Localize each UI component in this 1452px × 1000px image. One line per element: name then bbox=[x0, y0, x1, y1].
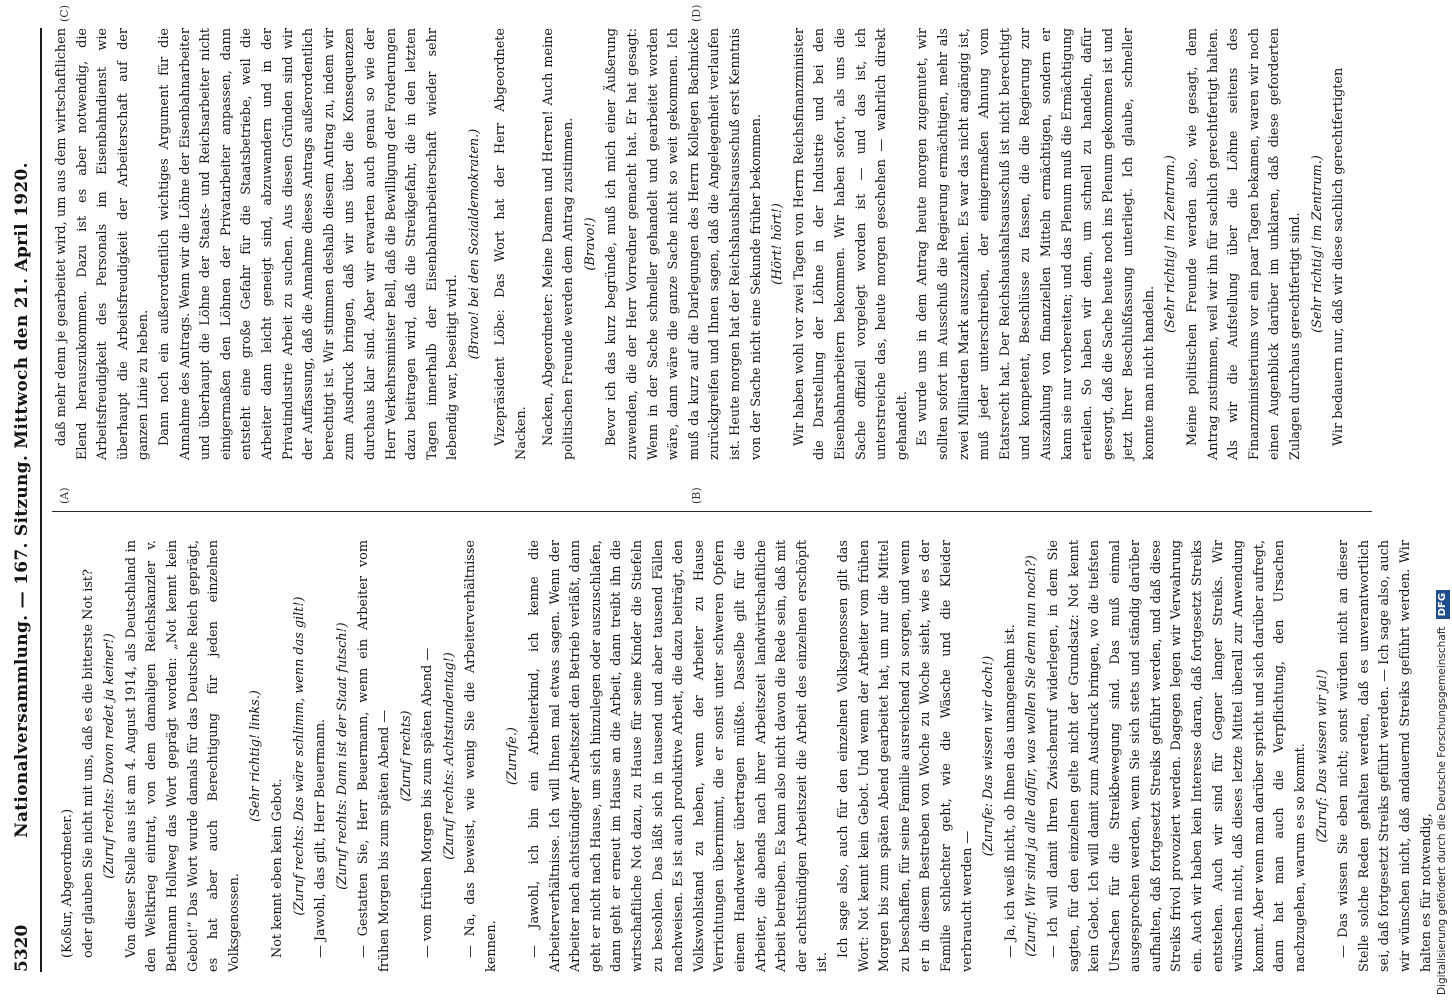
paragraph: — Gestatten Sie, Herr Beuermann, wenn ein Arbeiter vom frühen Morgen bis zum späten Abend — bbox=[356, 540, 392, 972]
interjection: (Zuruf rechts: Achtstundentag!) bbox=[441, 652, 457, 860]
paragraph: Bevor ich das kurz begründe, muß ich mich einer Äußerung zuwenden, die der Herr Vorredner gemacht hat. Er hat gesagt: Wenn in der Sache schneller gehandelt und gearbeitet worden wäre, dann wäre die ganze Sache nicht so weit gekommen. Ich muß da kurz auf die Darlegungen des Herrn Kollegen Bachnicke zurückgreifen und Ihnen sagen, daß die Angelegenheit verlaufen ist. Heute morgen hat der Reichshaushaltsausschuß erst Kenntnis von der Sache nicht eine Sekunde früher bekommen. bbox=[604, 28, 764, 460]
interjection: (Zuruf rechts) bbox=[398, 710, 414, 802]
interjection: (Zuruf: Das wissen wir ja!) bbox=[1314, 669, 1330, 843]
interjection: (Zuruf rechts: Dann ist der Staat futsch!) bbox=[334, 622, 350, 890]
paragraph: — Das wissen Sie eben nicht; sonst würden nicht an dieser Stelle solche Reden gehalten werden, daß es unverantwortlich sei, daß fortgesetzt Streiks geführt werden. — Ich sage also, auch wir wünschen nicht, daß andauernd Streiks geführt werden. Wir halten es für notwendig, bbox=[1336, 540, 1434, 972]
interjection: (Hört! hört!) bbox=[770, 203, 786, 285]
paragraph: — Na, das beweist, wie wenig Sie die Arbeiterverhältnisse kennen. bbox=[463, 540, 499, 972]
margin-marker-d: (D) bbox=[690, 4, 703, 22]
interjection: (Sehr richtig! im Zentrum.) bbox=[1163, 155, 1179, 333]
paragraph: — Jawohl, ich bin ein Arbeiterkind, ich kenne die Arbeiterverhältnisse. Ich will Ihnen mal etwas sagen. Wenn der Arbeiter nach achtstündiger Arbeitszeit den Betrieb verläßt, dann geht er nicht nach Hause, um sich hinzulegen oder auszuschlafen, dann geht er erneut im Hause an die Arbeit, dann treibt ihn die wirtschaftliche Not dazu, zu Hause für seine Kinder die Stiefeln zu besohlen. Das läßt sich in tausend und aber tausend Fällen nachweisen. Es ist auch produktive Arbeit, die dazu beiträgt, den Volkswohlstand zu heben, wenn der Arbeiter zu Hause Verrichtungen übernimmt, die er sonst unter schweren Opfern einem Handwerker übertragen müßte. Dasselbe gilt für die Arbeiter, die abends nach ihrer Arbeitszeit landwirtschaftliche Arbeit betreiben. Es kann also nicht davon die Rede sein, daß mit der achtstündigen Arbeitszeit die Arbeit des einzelnen erschöpft ist. bbox=[527, 540, 831, 972]
interjection: (Sehr richtig! links.) bbox=[248, 690, 264, 822]
page-title: Nationalversammlung. — 167. Sitzung. Mittwoch den 21. April 1920. bbox=[12, 162, 32, 838]
paragraph: — Jawohl, das gilt, Herr Beuermann. bbox=[313, 718, 329, 958]
paragraph: Not kennt eben kein Gebot. bbox=[269, 778, 285, 958]
paragraph: Es wurde uns in dem Antrag heute morgen zugemutet, wir sollten sofort im Ausschuß die Regierung ermächtigen, mehr als zwei Milliarden Mark auszuzahlen. Es war das nicht angängig ist, muß jeder unterschreiben, der einigermaßen Ahnung vom Etatsrecht hat. Der Reichshaushaltsausschuß ist nicht berechtigt und kompetent, Beschlüsse zu fassen, die die Regierung zur Auszahlung von finanziellen Mitteln ermächtigen, sondern er kann sie nur vorbereiten; und das Plenum muß die Ermächtigung erteilen. So haben wir denn, um schnell zu handeln, dafür gesorgt, daß die Sache heute noch ins Plenum gekommen ist und jetzt Ihrer Beschlußfassung unterliegt. Ich glaube, schneller konnte man nicht handeln. bbox=[915, 28, 1157, 460]
margin-marker-c: (C) bbox=[58, 5, 71, 22]
paragraph: — Ja, ich weiß nicht, ob Ihnen das unangenehm ist. bbox=[1002, 624, 1018, 958]
paragraph: Meine politischen Freunde werden also, wie gesagt, dem Antrag zustimmen, weil wir ihn für sachlich gerechtfertigt halten. Als wir die Aufstellung über die Löhne seitens des Finanzministeriums vor ein paar Tagen bekamen, waren wir noch einen Augenblick darüber im unklaren, daß diese geforderten Zulagen durchaus gerechtfertigt sind. bbox=[1185, 28, 1304, 460]
interjection: (Bravo!) bbox=[582, 217, 598, 271]
page-header bbox=[10, 28, 42, 972]
interjection: (Zuruf rechts: Das wäre schlimm, wenn das gilt!) bbox=[291, 596, 307, 916]
column-divider bbox=[52, 511, 1372, 512]
speaker-line: Vizepräsident Löbe: Das Wort hat der Herr Abgeordnete Nacken. bbox=[493, 28, 530, 460]
right-column bbox=[52, 28, 1382, 460]
left-column bbox=[52, 540, 1434, 972]
interjection: (Zurufe.) bbox=[505, 727, 521, 785]
digitization-note bbox=[1410, 10, 1448, 995]
paragraph: Ich sage also, auch für den einzelnen Volksgenossen gilt das Wort: Not kennt kein Gebot. Und wenn der Arbeiter vom frühen Morgen bis zum späten Abend gearbeitet hat, um nur die Mittel zu beschaffen, für seine Familie ausreichend zu sorgen, und wenn er in diesem Bestreben von Woche zu Woche sieht, wie es der Familie schlechter geht, wie die Wäsche und die Kleider verbraucht werden — bbox=[835, 540, 975, 972]
margin-marker-b: (B) bbox=[690, 487, 703, 504]
paragraph: Wir haben wohl vor zwei Tagen von Herrn Reichsfinanzminister die Darstellung der Löhne in der Industrie und bei den Eisenbahnarbeitern bekommen. Wir haben sofort, als uns die Sache offiziell vorgelegt worden ist — und das ist, ich unterstreiche das, heute morgen geschehen — wahrlich direkt gehandelt. bbox=[791, 28, 910, 460]
paragraph: daß mehr denn je gearbeitet wird, um aus dem wirtschaftlichen Elend herauszukommen. Dazu ist es aber notwendig, die Arbeitsfreudigkeit des Personals im Eisenbahndienst wie überhaupt die Arbeitsfreudigkeit der Arbeiterschaft auf der ganzen Linie zu heben. bbox=[54, 28, 152, 460]
paragraph: — Ich will damit Ihren Zwischenruf widerlegen, in dem Sie sagten, für den einzelnen gelte nicht der Grundsatz: Not kennt kein Gebot. Ich will damit zum Ausdruck bringen, wo die tiefsten Ursachen für die Streikbewegung sind. Das muß einmal ausgesprochen werden, wenn Sie sich stets und ständig darüber aufhalten, daß fortgesetzt Streiks geführt werden, und daß diese Streiks frivol provoziert werden. Dagegen legen wir Verwahrung ein. Auch wir haben kein Interesse daran, daß fortgesetzt Streiks entstehen. Auch wir sind für Gegner langer Streiks. Wir wünschen nicht, daß dieses letzte Mittel überall zur Anwendung kommt. Aber wenn man darüber spricht und sich darüber aufregt, dann hat man auch die Verpflichtung, den Ursachen nachzugehen, warum es so kommt. bbox=[1045, 540, 1309, 972]
margin-marker-a: (A) bbox=[58, 487, 71, 504]
interjection: (Sehr richtig! im Zentrum.) bbox=[1309, 155, 1325, 333]
paragraph: Dann noch ein außerordentlich wichtiges Argument für die Annahme des Antrags. Wenn wir die Löhne der Eisenbahnarbeiter und überhaupt die Löhne der Staats- und Reichsarbeiter nicht einigermaßen den Löhnen der Privatarbeiter anpassen, dann entsteht eine große Gefahr für die Staatsbetriebe, weil die Arbeiter dann leicht geneigt sind, abzuwandern und in der Privatindustrie Arbeit zu suchen. Aus diesen Gründen sind wir der Auffassung, daß die Annahme dieses Antrags außerordentlich berechtigt ist. Wir stimmen deshalb diesem Antrag zu, indem wir zum Ausdruck bringen, daß wir uns über die Konsequenzen durchaus klar sind. Aber wir erwarten auch genau so wie der Herr Verkehrsminister Bell, daß die Bewilligung der Forderungen dazu beitragen wird, daß die Streikgefahr, die in den letzten Tagen innerhalb der Eisenbahnarbeiterschaft wieder sehr lebendig war, beseitigt wird. bbox=[156, 28, 461, 460]
interjection: (Zuruf rechts: Davon redet ja keiner!) bbox=[102, 633, 118, 879]
interjection: (Zurufe: Das wissen wir doch!) bbox=[981, 655, 997, 857]
speaker-line: Nacken, Abgeordneter: Meine Damen und Herren! Auch meine politischen Freunde werden dem Antrag zustimmen. bbox=[540, 28, 577, 460]
interjection: (Bravo! bei den Sozialdemokraten.) bbox=[466, 128, 482, 360]
paragraph: — vom frühen Morgen bis zum späten Abend — bbox=[420, 647, 436, 958]
dfg-logo: DFG bbox=[1436, 590, 1450, 619]
digitization-note-text: Digitalisierung gefördert durch die Deutsche Forschungsgemeinschaft bbox=[1436, 626, 1448, 995]
speaker-line: (Koßur, Abgeordneter.) bbox=[60, 808, 75, 958]
paragraph: oder glauben Sie nicht mit uns, daß es die bitterste Not ist? bbox=[80, 569, 96, 958]
paragraph: Von dieser Stelle aus ist am 4. August 1914, als Deutschland in den Weltkrieg eintrat, von dem damaligen Reichskanzler v. Bethmann Hollweg das Wort geprägt worden: „Not kennt kein Gebot!“ Das Wort wurde damals für das Deutsche Reich geprägt, es hat aber auch Berechtigung für jeden einzelnen Volksgenossen. bbox=[123, 540, 242, 972]
interjection: (Zuruf: Wir sind ja alle dafür, was wollen Sie denn nun noch?) bbox=[1024, 555, 1040, 957]
paragraph: Wir bedauern nur, daß wir diese sachlich gerechtfertigten bbox=[1331, 67, 1347, 446]
page-number: 5320 bbox=[12, 924, 32, 972]
